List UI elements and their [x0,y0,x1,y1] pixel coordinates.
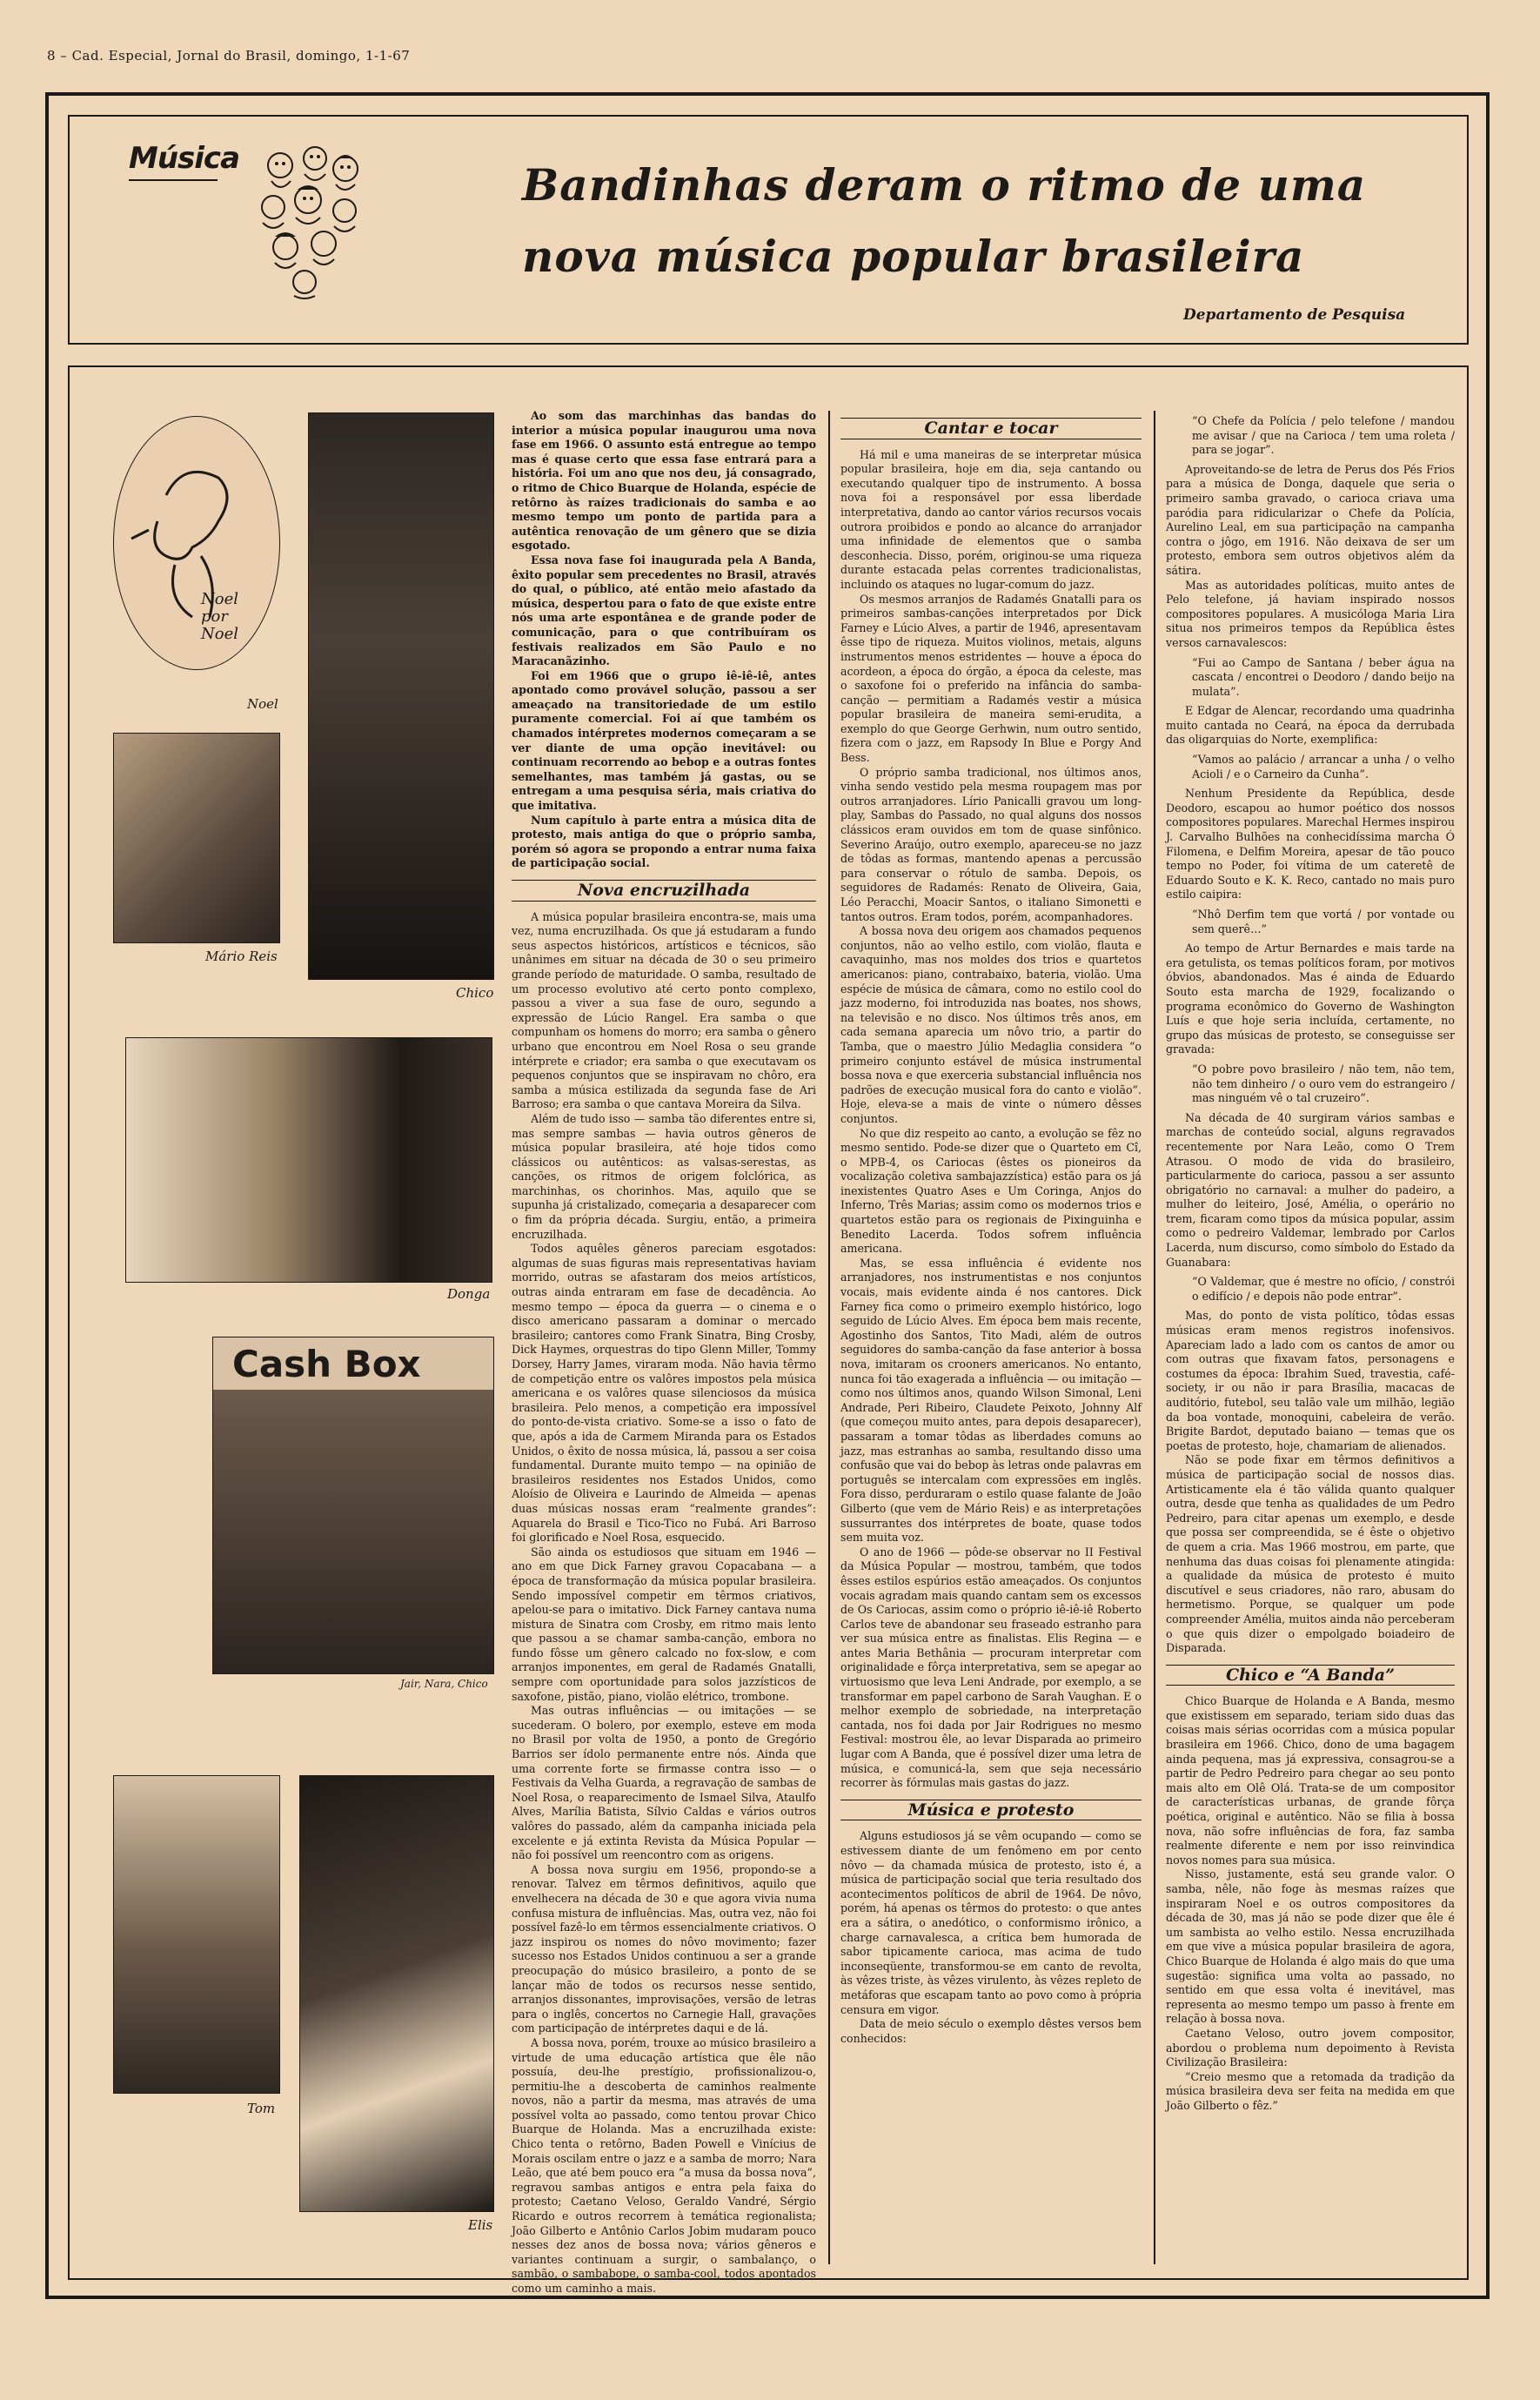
intro-block [512,409,816,871]
photo-mario-reis [113,733,280,943]
subhead-chico-e-a-banda: Chico e “A Banda” [1166,1665,1455,1686]
section-tag: Música [129,141,240,176]
body-paragraph: Não se pode fixar em têrmos definitivos a música de participação social de nossos dias. Artisticamente ela é tão válida quanto qualquer outra, desde que tenha as qualidades de um Pedro Pedreiro, para citar apenas um exemplo, e desde que possa ser compreendida, se é êste o objetivo de quem a cria. Mas 1966 mostrou, em parte, que nenhuma das duas coisas foi plenamente atingida: a qualidade da música de protesto é muito discutível e seus criadores, não raro, abusam do hermetismo. Porque, se qualquer um pode compreender Amélia, muitos ainda não perceberam o que quis dizer o empolgado boiadeiro de Disparada. [1166,1453,1455,1655]
photo-chico [308,412,494,980]
headline-line-2: nova música popular brasileira [522,231,1305,282]
body-paragraph: A bossa nova surgiu em 1956, propondo-se a renovar. Talvez em têrmos definitivos, aquilo que envelhecera na década de 30 e que agora vivia numa confusa mistura de influências. Mas, outra vez, não foi possível fazê-lo em têrmos essencialmente criativos. O jazz inspirou os nomes do nôvo movimento; fazer sucesso nos Estados Unidos continuou a ser a grande preocupação do músico brasileiro, a ponto de se lançar mão de todos os recursos nesse sentido, arranjos dissonantes, improvisações, versão de letras para o inglês, concertos no Carnegie Hall, gravações com participação de intérpretes daqui e de lá. [512,1862,816,2035]
subhead-cantar-e-tocar: Cantar e tocar [840,418,1142,439]
intro-paragraph: Foi em 1966 que o grupo iê-iê-iê, antes apontado como provável solução, passou a ser ameaçado na transitoriedade de um estilo puramente comercial. Foi aí que também os chamados intérpretes modernos começaram a se ver diante de uma opção inevitável: ou continuam recorrendo ao bebop e a outras fontes semelhantes, mas também já gastas, ou se entregam a uma pesquisa séria, mais criativa do que imitativa. [512,668,816,813]
caption-noel: Noel [247,696,278,712]
caption-tom: Tom [247,2101,276,2116]
verse-quote: “O pobre povo brasileiro / não tem, não tem, não tem dinheiro / o ouro vem do estrangeiro / mas ninguém vê o tal cruzeiro”. [1192,1062,1455,1105]
body-paragraph: Todos aquêles gêneros pareciam esgotados: algumas de suas figuras mais representativas haviam morrido, outras se afastaram dos meios artísticos, outras ainda entraram em fase de decadência. Ao mesmo tempo — época da guerra — o cinema e o disco americano passaram a dominar o mercado brasileiro; cantores como Frank Sinatra, Bing Crosby, Dick Haymes, orquestras do tipo Glenn Miller, Tommy Dorsey, Harry James, viraram moda. Não havia têrmo de competição entre os valôres impostos pela música americana e os valôres quase silenciosos da música brasileira. Pelo menos, a competição era impossível do ponto-de-vista criativo. Some-se a isso o fato de que, após a ida de Carmem Miranda para os Estados Unidos, o êxito de nossa música, lá, passou a ser coisa fundamental. Durante muito tempo — na opinião de brasileiros residentes nos Estados Unidos, como Aloísio de Oliveira e Laurindo de Almeida — apenas duas músicas nossas eram “realmente grandes”: Aquarela do Brasil e Tico-Tico no Fubá. Ari Barroso foi glorificado e Noel Rosa, esquecido. [512,1242,816,1545]
article-column-1 [512,409,816,2295]
body-paragraph: Alguns estudiosos já se vêm ocupando — como se estivessem diante de um fenômeno em por cento nôvo — da chamada música de protesto, isto é, a música de participação social que teria resultado dos acontecimentos políticos de abril de 1964. De nôvo, porém, há apenas os têrmos do protesto: o que antes era a sátira, o anedótico, o conformismo irônico, a charge carnavalesca, a crítica bem humorada de sabor tipicamente carioca, mas acima de tudo inconseqüente, transformou-se em canto de revolta, às vêzes triste, às vêzes virulento, às vêzes repleto de metáforas que escapam tanto ao povo como à própria censura em vigor. [840,1829,1142,2016]
byline: Departamento de Pesquisa [1183,306,1406,324]
body-paragraph: Data de meio século o exemplo dêstes versos bem conhecidos: [840,2017,1142,2045]
noel-signature: Noel por Noel [201,590,238,643]
caption-chico: Chico [456,985,494,1001]
photo-noel-caricature [113,416,280,670]
body-paragraph: “Creio mesmo que a retomada da tradição da música brasileira deva ser feita na medida em que João Gilberto o fêz.” [1166,2069,1455,2112]
body-paragraph: São ainda os estudiosos que situam em 1946 — ano em que Dick Farney gravou Copacabana — a época de transformação da música popular brasileira. Sendo impossível competir em têrmos criativos, apelou-se para o imitativo. Dick Farney cantava numa mistura de Sinatra com Crosby, em ritmo mais lento que passou a se chamar samba-canção, embora no fundo fôsse um gênero calcado no fox-slow, e com arranjos imponentes, em geral de Radamés Gnatalli, sempre com oportunidade para solos jazzísticos de saxofone, pistão, piano, violão elétrico, trombone. [512,1545,816,1703]
body-paragraph: Nisso, justamente, está seu grande valor. O samba, nêle, não foge às mesmas raízes que inspiraram Noel e os outros compositores da década de 30, mas já não se pode dizer que êle é um sambista ao velho estilo. Nessa encruzilhada em que vive a música popular brasileira de agora, Chico Buarque de Holanda é algo mais do que uma sugestão: significa uma volta ao passado, no sentido em que essa volta é inevitável, mas representa ao mesmo tempo um passo à frente em relação à bossa nova. [1166,1867,1455,2026]
body-paragraph: Além de tudo isso — samba tão diferentes entre si, mas sempre sambas — havia outros gêneros de música popular brasileira, até hoje tidos como clássicos ou autênticos: as valsas-serestas, as canções, os ritmos de origem folclórica, as marchinhas, os chorinhos. Mas, aquilo que se supunha já cristalizado, começaria a desaparecer com o fim da própria década. Surgiu, então, a primeira encruzilhada. [512,1111,816,1241]
intro-paragraph: Ao som das marchinhas das bandas do interior a música popular inaugurou uma nova fase em 1966. O assunto está entregue ao tempo mas é quase certo que essa fase entrará para a história. Foi um ano que nos deu, já consagrado, o ritmo de Chico Buarque de Holanda, espécie de retôrno às raízes tradicionais do samba e ao mesmo tempo um ponto de partida para a autêntica renovação de um gênero que se dizia esgotado. [512,409,816,553]
verse-quote: “O Chefe da Polícia / pelo telefone / mandou me avisar / que na Carioca / tem uma roleta / para se jogar”. [1192,414,1455,457]
photo-donga [125,1037,492,1283]
caption-jair-nara-chico: Jair, Nara, Chico [400,1678,488,1690]
intro-paragraph: Num capítulo à parte entra a música dita de protesto, mais antiga do que o próprio samba, porém só agora se propondo a entrar numa faixa de participação social. [512,813,816,870]
musicians-illustration [254,139,367,301]
body-paragraph: Mas, se essa influência é evidente nos arranjadores, nos instrumentistas e nos conjuntos vocais, mais evidente ainda é nos cantores. Dick Farney fica como o primeiro exemplo histórico, logo seguido de Lúcio Alves. Em época bem mais recente, Agostinho dos Santos, Tito Madi, além de outros seguidores do samba-canção da fase anterior à bossa nova, imitaram os crooners americanos. No entanto, nunca foi tão exagerada a influência — ou imitação — como nos últimos anos, quando Wilson Simonal, Leni Andrade, Peri Ribeiro, Claudete Peixoto, Johnny Alf (que começou muito antes, para depois desaparecer), passaram a tomar tôdas as liberdades comuns ao jazz, mas estranhas ao samba, resultando disso uma confusão que vai do bebop às letras onde palavras em português se intercalam com expressões em inglês. Fora disso, perduraram o estilo quase falante de João Gilberto (que vem de Mário Reis) e as interpretações sussurrantes dos intérpretes de boate, quase todos sem muita voz. [840,1256,1142,1545]
body-paragraph: No que diz respeito ao canto, a evolução se fêz no mesmo sentido. Pode-se dizer que o Quarteto em Cî, o MPB-4, os Cariocas (êstes os pioneiros da vocalização coletiva sambajazzística) estão para os já inexistentes Quatro Ases e Um Coringa, Anjos do Inferno, Três Marias; assim como os modernos trios e quartetos estão para os regionais de Pixinguinha e Benedito Lacerda. Todos sofrem influência americana. [840,1126,1142,1256]
body-paragraph: Há mil e uma maneiras de se interpretar música popular brasileira, hoje em dia, seja cantando ou executando qualquer tipo de instrumento. A bossa nova foi a responsável por essa liberdade interpretativa, dando ao cantor vários recursos vocais outrora proibidos e pondo ao alcance do arranjador uma infinidade de elementos que o samba desconhecia. Disso, porém, originou-se uma riqueza durante estacada pelas correntes tradicionalistas, incluindo os ataques no lugar-comum do jazz. [840,447,1142,591]
caption-donga: Donga [447,1286,491,1302]
body-paragraph: Caetano Veloso, outro jovem compositor, abordou o problema num depoimento à Revista Civilização Brasileira: [1166,2026,1455,2069]
body-paragraph: Mas as autoridades políticas, muito antes de Pelo telefone, já haviam inspirado nossos compositores populares. A musicóloga Maria Lira situa nos primeiros tempos da República êstes versos carnavalescos: [1166,578,1455,649]
article-column-3 [1166,409,1455,2263]
verse-quote: “O Valdemar, que é mestre no ofício, / constrói o edifício / e depois não pode entrar”. [1192,1275,1455,1303]
photo-elis [299,1775,494,2212]
page-header-line: 8 – Cad. Especial, Jornal do Brasil, domingo, 1-1-67 [47,48,411,64]
photo-cashbox-cover [212,1337,494,1674]
subhead-musica-e-protesto: Música e protesto [840,1800,1142,1821]
column-rule-2 [1154,411,1155,2264]
body-paragraph: Chico Buarque de Holanda e A Banda, mesmo que existissem em separado, teriam sido duas das coisas mais sérias ocorridas com a música popular brasileira em 1966. Chico, dono de uma bagagem ainda pequena, mas já expressiva, consagrou-se a partir de Pedro Pedreiro para chegar ao seu ponto mais alto em Olê Olá. Trata-se de um compositor de características urbanas, de grande fôrça poética, original e autêntico. Não se filia à bossa nova, não sofre influências de fora, faz samba realmente diferente e nem por isso reinvindica novos nomes para sua música. [1166,1694,1455,1867]
article-headline [522,150,1462,292]
body-paragraph: Ao tempo de Artur Bernardes e mais tarde na era getulista, os temas políticos foram, por motivos óbvios, abandonados. Mas é ainda de Eduardo Souto esta marcha de 1929, focalizando o programa econômico do Governo de Washington Luís e que hoje seria incluída, certamente, no grupo das músicas de protesto, se conseguisse ser gravada: [1166,942,1455,1056]
subhead-nova-encruzilhada: Nova encruzilhada [512,880,816,902]
body-paragraph: Na década de 40 surgiram vários sambas e marchas de conteúdo social, alguns regravados recentemente por Nara Leão, como O Trem Atrasou. O modo de vida do brasileiro, particularmente do carioca, passou a ser assunto obrigatório no carnaval: a mulher do padeiro, a mulher do leiteiro, José, Amélia, o operário no trem, ficaram como tipos da música popular, assim como o pedreiro Valdemar, lembrado por Carlos Lacerda, num discurso, como símbolo do Estado da Guanabara: [1166,1110,1455,1269]
caption-mario-reis: Mário Reis [205,949,278,964]
headline-line-1: Bandinhas deram o ritmo de uma [522,159,1367,211]
article-column-2 [840,409,1142,2263]
verse-quote: “Vamos ao palácio / arrancar a unha / o velho Acioli / e o Carneiro da Cunha”. [1192,753,1455,781]
body-paragraph: Mas outras influências — ou imitações — se sucederam. O bolero, por exemplo, esteve em moda no Brasil por volta de 1950, a ponto de Gregório Barrios ser ídolo permanente entre nós. Ainda que uma corrente forte se firmasse contra isso — o Festivais da Velha Guarda, a regravação de sambas de Noel Rosa, o reaparecimento de Ismael Silva, Ataulfo Alves, Marília Batista, Sílvio Caldas e vários outros valôres do passado, além da campanha iniciada pela excelente e já extinta Revista da Música Popular — não foi possível um reencontro com as origens. [512,1704,816,1862]
caption-elis: Elis [468,2217,493,2233]
body-paragraph: Nenhum Presidente da República, desde Deodoro, escapou ao humor poético dos nossos compositores populares. Marechal Hermes inspirou J. Carvalho Bulhões na conhecidíssima marcha Ó Filomena, e Delfim Moreira, apesar de tão pouco tempo no Poder, foi vítima de um cateretê de Eduardo Souto e K. K. Reco, cantado no mais puro estilo caipira: [1166,787,1455,902]
body-paragraph: O próprio samba tradicional, nos últimos anos, vinha sendo vestido pela mesma roupagem mas por outros arranjadores. Lírio Panicalli gravou um long-play, Sambas do Passado, no qual alguns dos nossos clássicos eram ouvidos em tom de quase sinfônico. Severino Araújo, outro exemplo, apareceu-se no jazz de tôdas as formas, mantendo apenas a percussão para conservar o rótulo de samba. Depois, os seguidores de Radamés: Renato de Oliveira, Gaia, Léo Peracchi, Moacir Santos, o italiano Simonetti e tantos outros. Eram todos, porém, acompanhadores. [840,765,1142,923]
body-paragraph: A bossa nova, porém, trouxe ao músico brasileiro a virtude de uma educação artística que êle não possuía, deu-lhe prestígio, profissionalizou-o, permitiu-lhe a descoberta de caminhos realmente novos, não a partir da mesma, mas através de uma possível volta ao passado, como tentou provar Chico Buarque de Holanda. Mas a encruzilhada existe: Chico tenta o retôrno, Baden Powell e Vinícius de Morais oscilam entre o jazz e a samba de morro; Nara Leão, que até bem pouco era “a musa da bossa nova”, regravou sambas antigos e entra pela faixa do protesto; Caetano Veloso, Geraldo Vandré, Sérgio Ricardo e outros recorrem à temática regionalista; João Gilberto e Antônio Carlos Jobim mudaram pouco nesses dez anos de bossa nova; vários gêneros e variantes continuam a surgir, o sambalanço, o sambão, o sambabope, o samba-cool, todos apontados como um caminho a mais. [512,2035,816,2295]
cashbox-logo: Cash Box [232,1343,421,1385]
body-paragraph: O ano de 1966 — pôde-se observar no II Festival da Música Popular — mostrou, também, que todos êsses estilos espúrios estão ameaçados. Os conjuntos vocais agradam mais quando cantam sem os excessos de Os Cariocas, assim como o próprio iê-iê-iê Roberto Carlos teve de abandonar seu fraseado estranho para ver sua música entre as finalistas. Elis Regina — e antes Maria Bethânia — procuram interpretar com originalidade e fôrça interpretativa, sem se apegar ao virtuosismo que leva Leni Andrade, por exemplo, a se transformar em papel carbono de Sarah Vaughan. E o melhor exemplo de sobriedade, na interpretação cantada, nos foi dada por Jair Rodrigues no mesmo Festival: mostrou êle, ao levar Disparada ao primeiro lugar com A Banda, que é possível dizer uma letra de música, e comunicá-la, sem que seja necessário recorrer às fórmulas mais gastas do jazz. [840,1545,1142,1790]
body-paragraph: Os mesmos arranjos de Radamés Gnatalli para os primeiros sambas-canções interpretados por Dick Farney e Lúcio Alves, a partir de 1946, apresentavam êsse tipo de riqueza. Muitos violinos, metais, alguns instrumentos menos estridentes — houve a época do acordeon, a época do órgão, a época da celeste, mas o saxofone foi o preferido na infância do samba-canção — permitiam a Radamés vestir a música popular brasileira de maneira semi-erudita, a exemplo do que George Gerhwin, num outro sentido, fizera com o jazz, em Rapsody In Blue e Porgy And Bess. [840,592,1142,765]
photo-tom [113,1775,280,2094]
verse-quote: “Fui ao Campo de Santana / beber água na cascata / encontrei o Deodoro / dando beijo na mulata”. [1192,655,1455,698]
body-paragraph: A bossa nova deu origem aos chamados pequenos conjuntos, não ao velho estilo, com violão, flauta e cavaquinho, mas nos moldes dos trios e quartetos americanos: piano, contrabaixo, bateria, violão. Uma espécie de música de câmara, como no estilo cool do jazz moderno, foi introduzida nas boates, nos shows, na televisão e no disco. Nos últimos três anos, em cada semana aparecia um nôvo trio, a partir do Tamba, que o maestro Júlio Medaglia considera “o primeiro conjunto estável de música instrumental bossa nova e que exerceria substancial influência nos padrões de execução musical fora do canto e violão”. Hoje, eleva-se a mais de vinte o número dêsses conjuntos. [840,924,1142,1125]
body-paragraph: A música popular brasileira encontra-se, mais uma vez, numa encruzilhada. Os que já estudaram a fundo seus aspectos históricos, artísticos e técnicos, são unânimes em situar na década de 30 o seu primeiro grande período de maturidade. O samba, resultado de um processo evolutivo até certo ponto complexo, passou a viver a sua fase de ouro, segundo a expressão de Lúcio Rangel. Era samba o que compunham os homens do morro; era samba o gênero urbano que encontrou em Noel Rosa o seu grande intérprete e criador; era samba o que executavam os pequenos conjuntos que se inspiravam no chôro, era samba a música estilizada da segunda fase de Ari Barroso; era samba o que cantava Moreira da Silva. [512,909,816,1111]
section-tag-rule [129,179,218,181]
intro-paragraph: Essa nova fase foi inaugurada pela A Banda, êxito popular sem precedentes no Brasil, através do qual, o público, até então meio afastado da música, despertou para o fato de que existe entre nós uma arte espontânea e de grande poder de comunicação, para o que contribuíram os festivais realizados em São Paulo e no Maracanãzinho. [512,553,816,668]
column-rule-1 [828,411,830,2264]
body-paragraph: Aproveitando-se de letra de Perus dos Pés Frios para a música de Donga, daquele que seria o primeiro samba gravado, o carioca criava uma paródia para ridicularizar o Chefe da Polícia, Aurelino Leal, em sua participação na campanha contra o jôgo, em 1916. Não deixava de ser um protesto, embora sem outros objetivos além da sátira. [1166,462,1455,577]
body-paragraph: Mas, do ponto de vista político, tôdas essas músicas eram menos registros inofensivos. Apareciam lado a lado com os cantos de amor ou com outras que fixavam fatos, personagens e costumes da época: Ibrahim Sued, travestia, café-society, ir ou não ir para Brasília, macacas de auditório, futebol, seu talão vale um milhão, legião da boa vontade, monoquini, cabeleira de verão. Brigite Bardot, deputado baiano — temas que os poetas de protesto, hoje, chamariam de alienados. [1166,1309,1455,1452]
body-paragraph: E Edgar de Alencar, recordando uma quadrinha muito cantada no Ceará, na época da derrubada das oligarquias do Norte, exemplifica: [1166,704,1455,747]
verse-quote: “Nhô Derfim tem que vortá / por vontade ou sem querê…” [1192,908,1455,935]
